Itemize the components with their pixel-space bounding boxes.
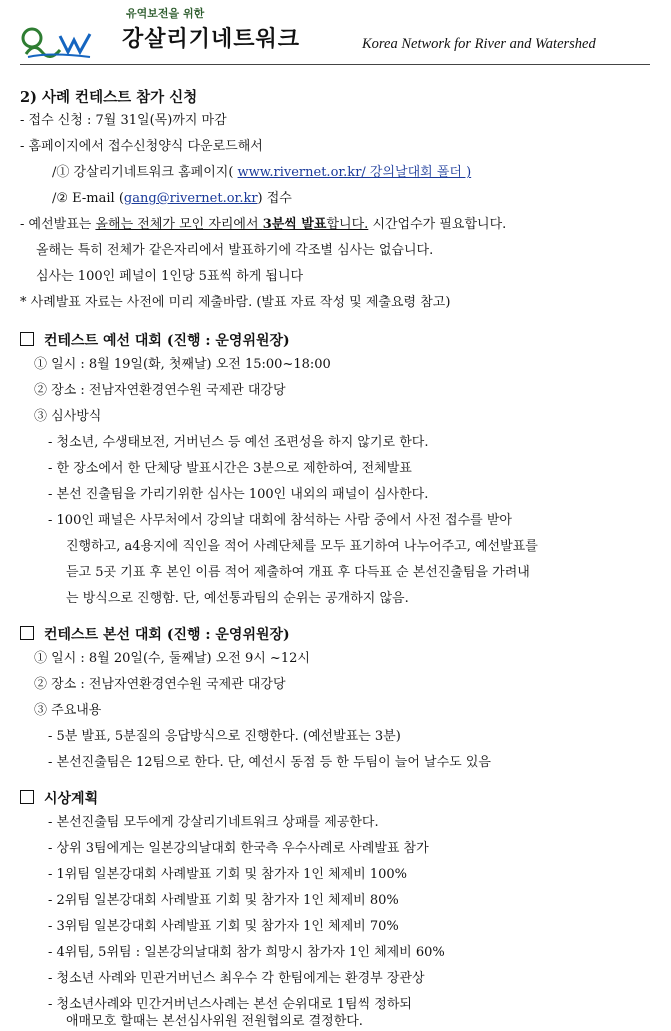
s1-line-7: 심사는 100인 페널이 1인당 5표씩 하게 됩니다 bbox=[36, 269, 304, 284]
s1-line-3 bbox=[52, 164, 471, 182]
s2-line-6: - 본선 진출팀을 가리기위한 심사는 100인 내외의 패널이 심사한다. bbox=[48, 487, 429, 502]
section3-heading bbox=[20, 624, 290, 644]
s1-line-5-b: 올해는 전체가 모인 자리에서 bbox=[95, 217, 263, 232]
s1-line-6: 올해는 특히 전체가 같은자리에서 발표하기에 각조별 심사는 없습니다. bbox=[36, 243, 434, 258]
section3-title: 컨테스트 본선 대회 (진행 : 운영위원장) bbox=[44, 627, 290, 643]
email-link[interactable]: gang@rivernet.or.kr bbox=[123, 191, 258, 206]
s4-line-3: - 1위팀 일본강대회 사례발표 기회 및 참가자 1인 체제비 100% bbox=[48, 867, 408, 882]
s4-line-9: 애매모호 할때는 본선심사위원 전원협의로 결정한다. bbox=[66, 1014, 363, 1029]
s1-line-5 bbox=[20, 216, 506, 234]
s4-line-1: - 본선진출팀 모두에게 강살리기네트워크 상패를 제공한다. bbox=[48, 815, 379, 830]
section1-title: 2) 사례 컨테스트 참가 신청 bbox=[20, 89, 198, 106]
s1-line-8: * 사례발표 자료는 사전에 미리 제출바람. (발표 자료 작성 및 제출요령 참고) bbox=[20, 295, 451, 310]
header-divider bbox=[20, 64, 650, 65]
s2-line-1: ① 일시 : 8월 19일(화, 첫째날) 오전 15:00~18:00 bbox=[34, 357, 331, 372]
s4-line-6: - 4위팀, 5위팀 : 일본강의날대회 참가 희망시 참가자 1인 체제비 60% bbox=[48, 945, 445, 960]
s2-line-7: - 100인 패널은 사무처에서 강의날 대회에 참석하는 사람 중에서 사전 접수를 받아 bbox=[48, 513, 512, 528]
checkbox-square-icon bbox=[20, 626, 34, 640]
s3-line-1: ① 일시 : 8월 20일(수, 둘째날) 오전 9시 ~12시 bbox=[34, 651, 310, 666]
rivernet-homepage-link[interactable]: www.rivernet.or.kr/ 강의날대회 폴더 ) bbox=[237, 165, 472, 180]
s3-line-3: ③ 주요내용 bbox=[34, 703, 102, 718]
org-subtitle: 유역보전을 위한 bbox=[126, 7, 205, 20]
s4-line-7: - 청소년 사례와 민관거버넌스 최우수 각 한팀에게는 환경부 장관상 bbox=[48, 971, 425, 986]
section2-title: 컨테스트 예선 대회 (진행 : 운영위원장) bbox=[44, 333, 290, 349]
section4-title: 시상계획 bbox=[44, 791, 99, 807]
s3-line-4: - 5분 발표, 5분질의 응답방식으로 진행한다. (예선발표는 3분) bbox=[48, 729, 401, 744]
s4-line-4: - 2위팀 일본강대회 사례발표 기회 및 참가자 1인 체제비 80% bbox=[48, 893, 399, 908]
s1-line-5-e: 시간업수가 필요합니다. bbox=[368, 217, 507, 232]
rnw-logo bbox=[20, 24, 100, 60]
org-name: 강살리기네트워크 bbox=[122, 27, 301, 52]
s1-line-4-text: /② E-mail ( bbox=[52, 191, 124, 206]
s2-line-4: - 청소년, 수생태보전, 거버넌스 등 예선 조편성을 하지 않기로 한다. bbox=[48, 435, 429, 450]
s2-line-10: 는 방식으로 진행함. 단, 예선통과팀의 순위는 공개하지 않음. bbox=[66, 591, 409, 606]
s1-line-2: - 홈페이지에서 접수신청양식 다운로드해서 bbox=[20, 139, 263, 154]
checkbox-square-icon bbox=[20, 332, 34, 346]
section4-heading bbox=[20, 788, 98, 808]
s1-line-4-end: ) 접수 bbox=[257, 191, 292, 206]
s2-line-5: - 한 장소에서 한 단체당 발표시간은 3분으로 제한하여, 전체발표 bbox=[48, 461, 412, 476]
s1-line-5-a: - 예선발표는 bbox=[20, 217, 96, 232]
s3-line-5: - 본선진출팀은 12팀으로 한다. 단, 예선시 동점 등 한 두팀이 늘어 날수도 있음 bbox=[48, 755, 491, 770]
s1-line-1: - 접수 신청 : 7월 31일(목)까지 마감 bbox=[20, 113, 227, 128]
org-english-name: Korea Network for River and Watershed bbox=[362, 36, 596, 52]
s2-line-2: ② 장소 : 전남자연환경연수원 국제관 대강당 bbox=[34, 383, 286, 398]
s4-line-2: - 상위 3팀에게는 일본강의날대회 한국측 우수사례로 사례발표 참가 bbox=[48, 841, 429, 856]
s1-line-4 bbox=[52, 190, 292, 208]
s1-line-3-text: /① 강살리기네트워크 홈페이지( bbox=[52, 165, 238, 180]
checkbox-square-icon bbox=[20, 790, 34, 804]
s1-line-5-c: 3분씩 발표 bbox=[262, 217, 327, 232]
s2-line-8: 진행하고, a4용지에 직인을 적어 사례단체를 모두 표기하여 나누어주고, 예선발표를 bbox=[66, 539, 538, 554]
section2-heading bbox=[20, 330, 290, 350]
s2-line-3: ③ 심사방식 bbox=[34, 409, 102, 424]
s4-line-5: - 3위팀 일본강대회 사례발표 기회 및 참가자 1인 체제비 70% bbox=[48, 919, 399, 934]
s2-line-9: 듣고 5곳 기표 후 본인 이름 적어 제출하여 개표 후 다득표 순 본선진출팀을 가려내 bbox=[66, 565, 530, 580]
s1-line-5-d: 합니다. bbox=[326, 217, 369, 232]
s3-line-2: ② 장소 : 전남자연환경연수원 국제관 대강당 bbox=[34, 677, 286, 692]
s4-line-8: - 청소년사례와 민간거버넌스사례는 본선 순위대로 1팀씩 정하되 bbox=[48, 997, 412, 1012]
